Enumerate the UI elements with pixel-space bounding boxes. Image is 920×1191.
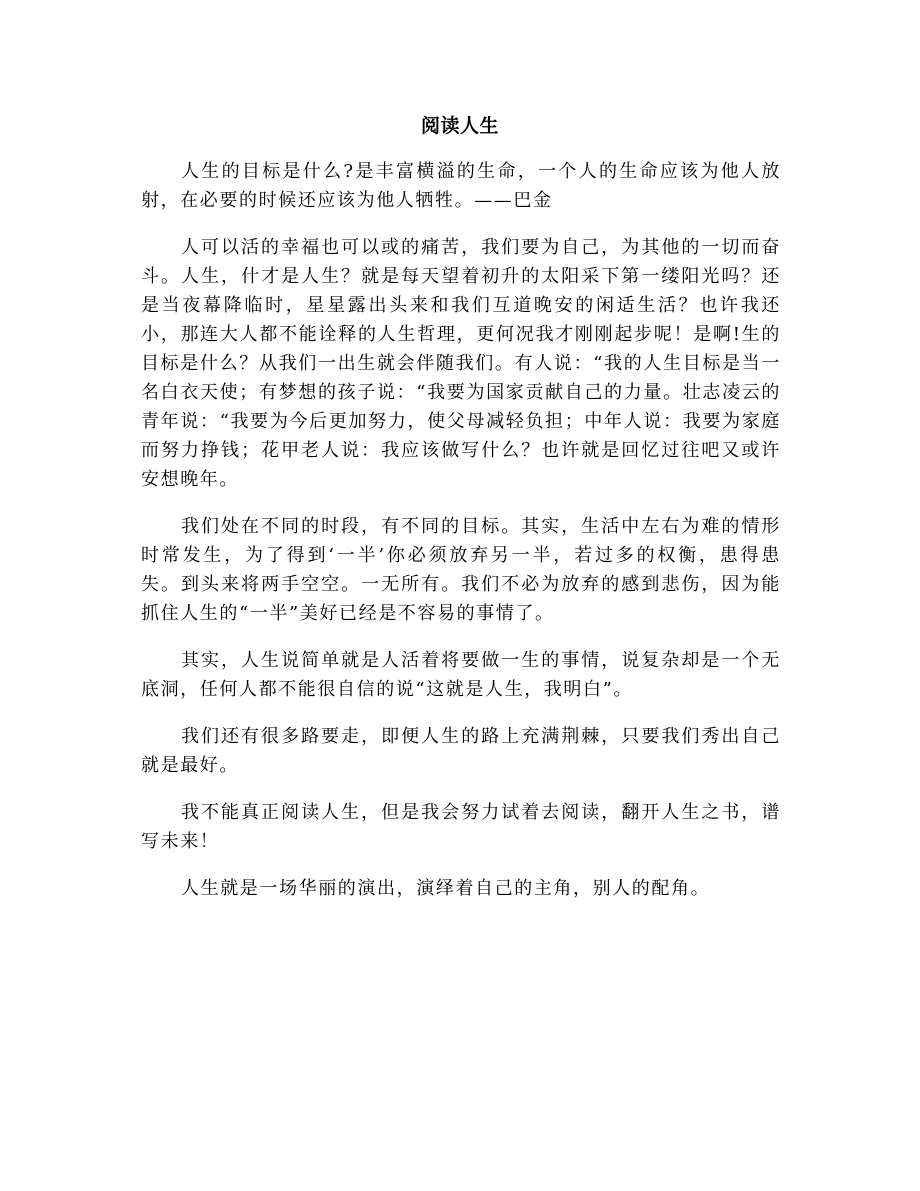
paragraph-6: 我不能真正阅读人生，但是我会努力试着去阅读，翻开人生之书，谱写未来！ xyxy=(141,802,781,852)
paragraph-4: 其实，人生说简单就是人活着将要做一生的事情，说复杂却是一个无底洞，任何人都不能很自信的说“这就是人生，我明白”。 xyxy=(141,650,781,700)
document-body xyxy=(141,157,781,921)
paragraph-1: 人生的目标是什么?是丰富横溢的生命，一个人的生命应该为他人放射，在必要的时候还应该为他人牺牲。——巴金 xyxy=(141,161,781,211)
paragraph-5: 我们还有很多路要走，即便人生的路上充满荆棘，只要我们秀出自己就是最好。 xyxy=(141,726,781,776)
document-title: 阅读人生 xyxy=(420,115,499,137)
paragraph-3: 我们处在不同的时段，有不同的目标。其实，生活中左右为难的情形时常发生，为了得到‘一半’你必须放弃另一半，若过多的权衡，患得患失。到头来将两手空空。一无所有。我们不必为放弃的感到悲伤，因为能抓住人生的“一半”美好已经是不容易的事情了。 xyxy=(141,516,781,624)
paragraph-2: 人可以活的幸福也可以或的痛苦，我们要为自己，为其他的一切而奋斗。人生，什才是人生？就是每天望着初升的太阳采下第一缕阳光吗？还是当夜幕降临时，星星露出头来和我们互道晚安的闲适生活？也许我还小，那连大人都不能诠释的人生哲理，更何况我才刚刚起步呢！是啊!生的目标是什么？从我们一出生就会伴随我们。有人说：“我的人生目标是当一名白衣天使；有梦想的孩子说：“我要为国家贡献自己的力量。壮志凌云的青年说：“我要为今后更加努力，使父母减轻负担；中年人说：我要为家庭而努力挣钱；花甲老人说：我应该做写什么？也许就是回忆过往吧又或许安想晚年。 xyxy=(141,237,781,490)
paragraph-7: 人生就是一场华丽的演出，演绎着自己的主角，别人的配角。 xyxy=(181,878,711,899)
